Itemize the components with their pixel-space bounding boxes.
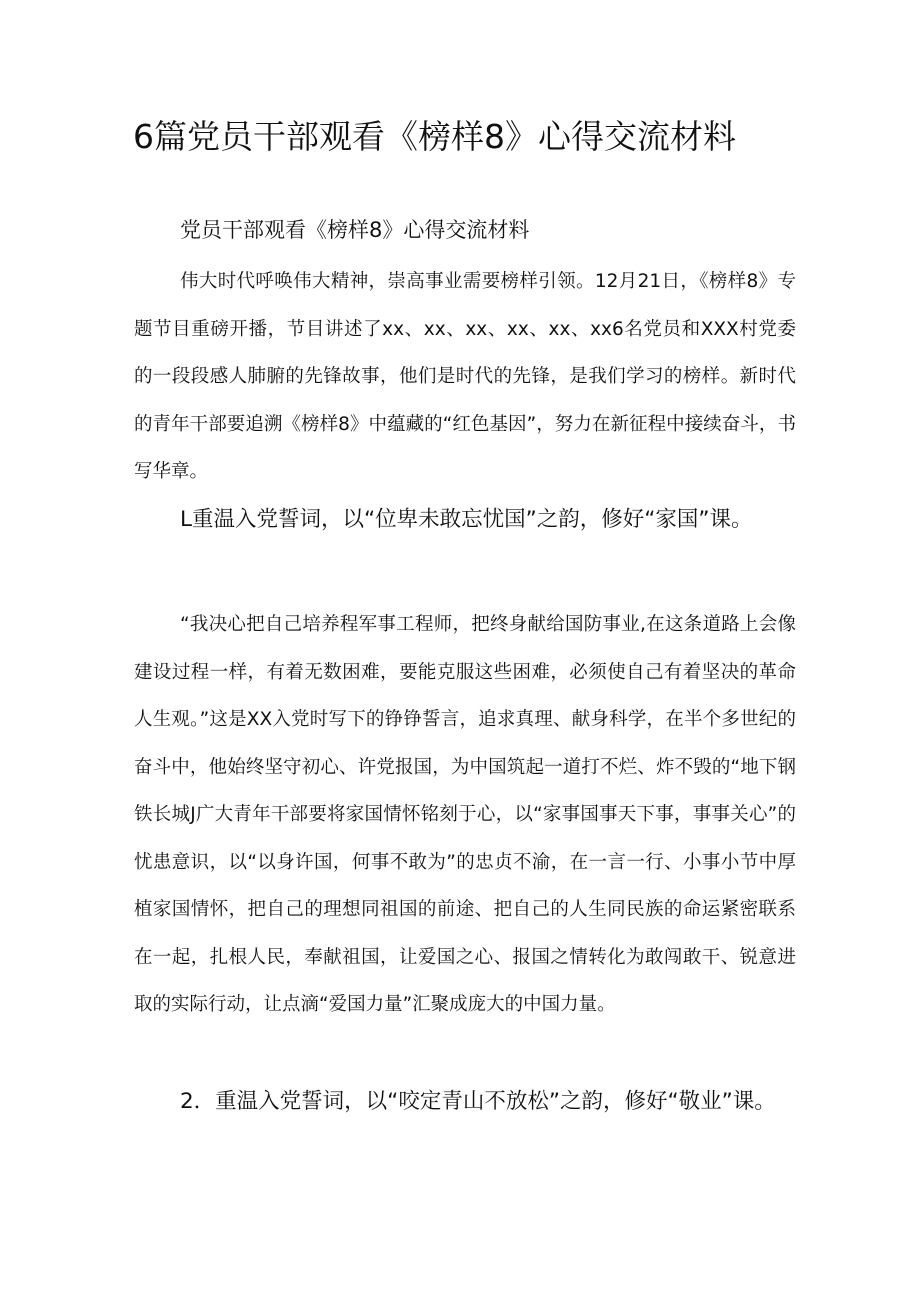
section-heading-1: L重温入党誓词，以“位卑未敢忘忧国”之韵，修好“家国”课。 bbox=[180, 507, 753, 532]
intro-paragraph: 伟大时代呼唤伟大精神，崇高事业需要榜样引领。12月21日，《榜样8》专题节目重磅开播，节目讲述了xx、xx、xx、xx、xx、xx6名党员和XXX村党委的一段段感人肺腑的先锋故事，他们是时代的先锋，是我们学习的榜样。新时代的青年干部要追溯《榜样8》中蕴藏的“红色基因”，努力在新征程中接续奋斗，书写华章。 bbox=[134, 271, 796, 482]
section-heading-2: 2．重温入党誓词，以“咬定青山不放松”之韵，修好“敬业”课。 bbox=[180, 1089, 776, 1114]
body-paragraph: “我决心把自己培养程军事工程师，把终身献给国防事业,在这条道路上会像建设过程一样，有着无数困难，要能克服这些困难，必须使自己有着坚决的革命人生观。”这是XX入党时写下的铮铮誓言，追求真理、献身科学，在半个多世纪的奋斗中，他始终坚守初心、许党报国，为中国筑起一道打不烂、炸不毁的“地下钢铁长城J广大青年干部要将家国情怀铭刻于心，以“家事国事天下事，事事关心”的忧患意识，以“以身许国，何事不敢为”的忠贞不渝，在一言一行、小事小节中厚植家国情怀，把自己的理想同祖国的前途、把自己的人生同民族的命运紧密联系在一起，扎根人民，奉献祖国，让爱国之心、报国之情转化为敢闯敢干、锐意进取的实际行动，让点滴“爱国力量”汇聚成庞大的中国力量。 bbox=[134, 614, 796, 1015]
document-subtitle: 党员干部观看《榜样8》心得交流材料 bbox=[180, 218, 530, 242]
document-title: 6篇党员干部观看《榜样8》心得交流材料 bbox=[133, 117, 736, 156]
